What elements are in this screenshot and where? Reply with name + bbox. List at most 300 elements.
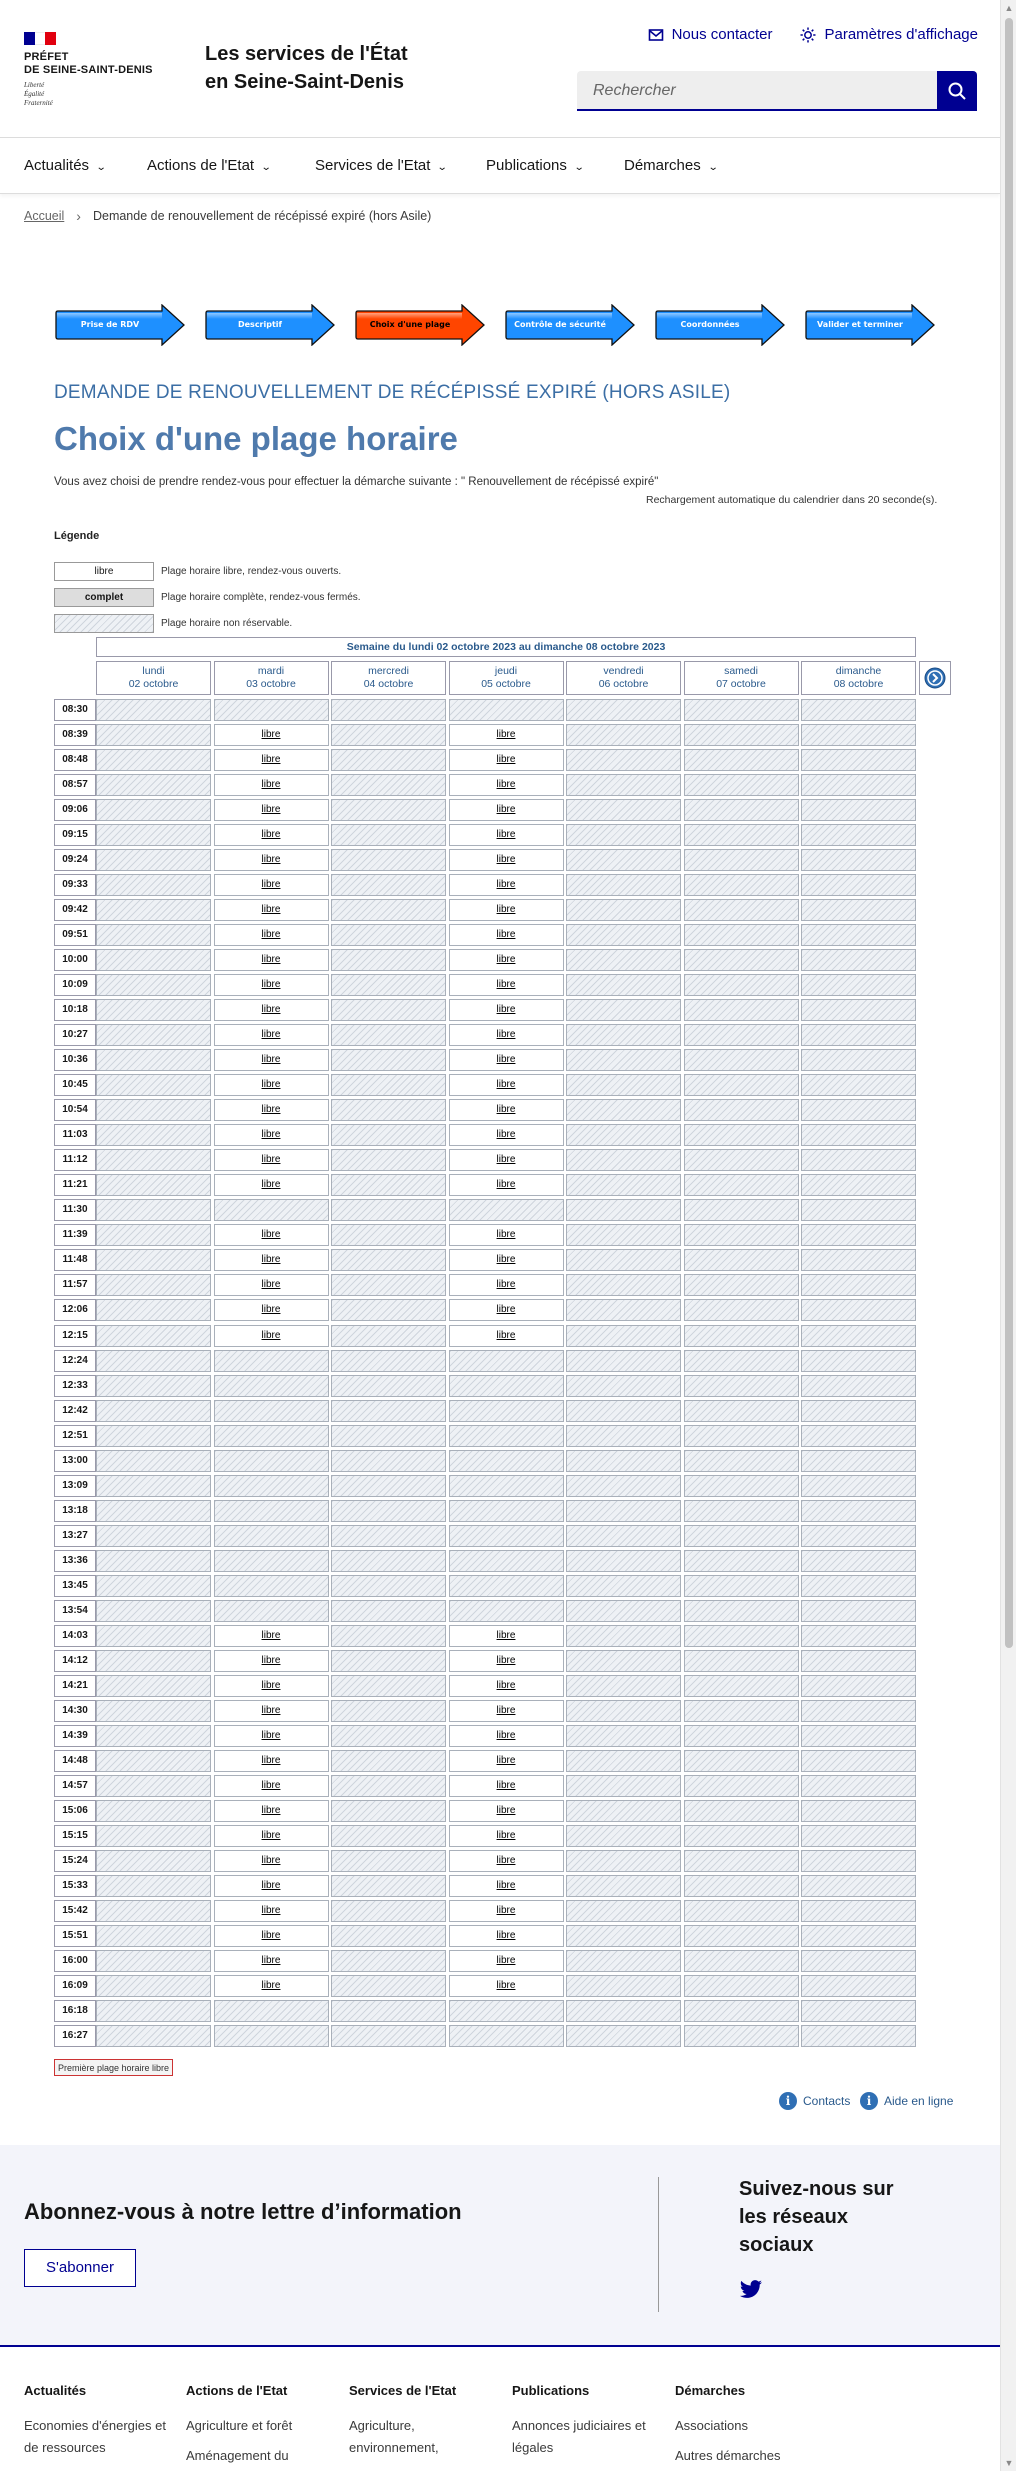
contact-link[interactable]: [648, 26, 773, 43]
slot-cell-free[interactable]: [449, 1775, 564, 1797]
slot-free-link[interactable]: libre: [496, 1079, 516, 1091]
slot-free-link[interactable]: libre: [496, 929, 516, 941]
slot-cell-unavailable: [96, 1975, 211, 1997]
slot-cell-free[interactable]: [449, 824, 564, 846]
slot-cell-unavailable: [214, 1375, 329, 1397]
search-button[interactable]: [937, 71, 977, 111]
slot-cell-unavailable: [331, 799, 446, 821]
slot-cell-free[interactable]: [214, 774, 329, 796]
next-week-button[interactable]: [919, 661, 951, 695]
slot-cell-free[interactable]: [449, 774, 564, 796]
slot-free-link[interactable]: libre: [496, 1304, 516, 1316]
slot-cell-free[interactable]: [214, 1850, 329, 1872]
footer-link[interactable]: Agriculture, environnement,: [349, 2418, 439, 2455]
slot-cell-unavailable: [449, 1450, 564, 1472]
slot-cell-unavailable: [96, 1325, 211, 1347]
slot-cell-unavailable: [331, 2000, 446, 2022]
slot-free-link[interactable]: libre: [261, 1679, 281, 1691]
slot-free-link[interactable]: libre: [261, 754, 281, 766]
slot-free-link[interactable]: libre: [261, 1629, 281, 1641]
slot-time: 08:30: [54, 699, 96, 721]
slot-cell-unavailable: [96, 2025, 211, 2047]
slot-cell-free[interactable]: [214, 1650, 329, 1672]
slot-cell-free[interactable]: [214, 824, 329, 846]
slot-cell-free[interactable]: [449, 1124, 564, 1146]
slot-cell-free[interactable]: [449, 1875, 564, 1897]
slot-free-link[interactable]: libre: [496, 879, 516, 891]
slot-cell-free[interactable]: [214, 1274, 329, 1296]
slot-free-link[interactable]: libre: [496, 1929, 516, 1941]
slot-cell-unavailable: [449, 1550, 564, 1572]
slot-cell-free[interactable]: [449, 1625, 564, 1647]
slot-free-link[interactable]: libre: [261, 804, 281, 816]
slot-cell-unavailable: [684, 1600, 799, 1622]
motto-fraternite: Fraternité: [24, 99, 53, 107]
slot-cell-free[interactable]: [449, 874, 564, 896]
slot-cell-free[interactable]: [214, 1950, 329, 1972]
slot-cell-unavailable: [684, 1550, 799, 1572]
slot-free-link[interactable]: libre: [496, 1829, 516, 1841]
slot-free-link[interactable]: libre: [496, 1329, 516, 1341]
slot-cell-free[interactable]: [449, 1299, 564, 1321]
slot-cell-unavailable: [566, 1024, 681, 1046]
scroll-down-icon[interactable]: ▼: [1004, 2458, 1014, 2468]
slot-cell-free[interactable]: [214, 1750, 329, 1772]
slot-cell-unavailable: [96, 1174, 211, 1196]
slot-free-link[interactable]: libre: [261, 1304, 281, 1316]
slot-free-link[interactable]: libre: [496, 904, 516, 916]
day-name: samedi: [724, 665, 758, 677]
main-nav: [0, 138, 1000, 194]
slot-cell-unavailable: [214, 699, 329, 721]
slot-time: 11:48: [54, 1249, 96, 1271]
slot-free-link[interactable]: libre: [261, 979, 281, 991]
slot-cell-free[interactable]: [214, 1224, 329, 1246]
slot-free-link[interactable]: libre: [496, 1004, 516, 1016]
slot-free-link[interactable]: libre: [496, 1980, 516, 1992]
slot-cell-free[interactable]: [214, 799, 329, 821]
footer-link[interactable]: Associations: [675, 2418, 748, 2433]
vertical-scrollbar[interactable]: [1000, 0, 1016, 2471]
slot-cell-unavailable: [96, 1650, 211, 1672]
slot-free-link[interactable]: libre: [261, 1654, 281, 1666]
step-label: Descriptif: [237, 320, 283, 329]
slot-free-link[interactable]: libre: [261, 1854, 281, 1866]
slot-cell-free[interactable]: [214, 974, 329, 996]
slot-cell-free[interactable]: [449, 799, 564, 821]
slot-free-link[interactable]: libre: [496, 1229, 516, 1241]
online-help-link[interactable]: [860, 2092, 953, 2110]
slot-time: 11:39: [54, 1224, 96, 1246]
slot-free-link[interactable]: libre: [261, 929, 281, 941]
slot-time: 16:00: [54, 1950, 96, 1972]
slot-cell-free[interactable]: [449, 974, 564, 996]
slot-cell-free[interactable]: [449, 1925, 564, 1947]
slot-cell-unavailable: [96, 1099, 211, 1121]
slot-free-link[interactable]: libre: [261, 1029, 281, 1041]
slot-cell-unavailable: [566, 799, 681, 821]
slot-cell-unavailable: [331, 1900, 446, 1922]
slot-free-link[interactable]: libre: [261, 1779, 281, 1791]
slot-cell-unavailable: [801, 1274, 916, 1296]
slot-cell-unavailable: [801, 1875, 916, 1897]
slot-time: 12:33: [54, 1375, 96, 1397]
slot-time: 11:57: [54, 1274, 96, 1296]
slot-free-link[interactable]: libre: [496, 779, 516, 791]
slot-cell-free[interactable]: [214, 1700, 329, 1722]
slot-cell-free[interactable]: [214, 899, 329, 921]
slot-free-link[interactable]: libre: [261, 1955, 281, 1966]
slot-time: 15:15: [54, 1825, 96, 1847]
slot-cell-free[interactable]: [214, 1249, 329, 1271]
slot-free-link[interactable]: libre: [261, 1704, 281, 1716]
slot-free-link[interactable]: libre: [496, 1129, 516, 1141]
slot-free-link[interactable]: libre: [261, 904, 281, 916]
twitter-icon[interactable]: [739, 2280, 763, 2300]
display-settings-link[interactable]: [800, 26, 978, 43]
slot-free-link[interactable]: libre: [261, 1229, 281, 1241]
slot-free-link[interactable]: libre: [496, 729, 516, 741]
slot-cell-free[interactable]: [214, 1725, 329, 1747]
prefecture-logo[interactable]: [24, 32, 194, 108]
slot-cell-unavailable: [684, 1299, 799, 1321]
slot-cell-free[interactable]: [214, 1325, 329, 1347]
nav-item-services[interactable]: [315, 138, 447, 194]
footer-column-actualites: [24, 2383, 174, 2467]
slot-free-link[interactable]: libre: [261, 1904, 281, 1916]
slot-free-link[interactable]: libre: [261, 954, 281, 966]
slot-free-link[interactable]: libre: [496, 979, 516, 991]
slot-cell-free[interactable]: [449, 1149, 564, 1171]
slot-cell-free[interactable]: [449, 1099, 564, 1121]
slot-cell-free[interactable]: [449, 1325, 564, 1347]
slot-cell-unavailable: [449, 2000, 564, 2022]
footer-heading[interactable]: Services de l'Etat: [349, 2383, 457, 2398]
slot-cell-free[interactable]: [214, 1800, 329, 1822]
slot-free-link[interactable]: libre: [496, 1254, 516, 1266]
slot-cell-unavailable: [96, 1299, 211, 1321]
slot-cell-unavailable: [566, 1450, 681, 1472]
slot-time: 10:54: [54, 1099, 96, 1121]
slot-cell-unavailable: [566, 1299, 681, 1321]
footer-link[interactable]: Agriculture et forêt: [186, 2418, 293, 2433]
slot-cell-free[interactable]: [214, 1024, 329, 1046]
slot-free-link[interactable]: libre: [496, 754, 516, 766]
slot-free-link[interactable]: libre: [261, 1329, 281, 1341]
slot-cell-unavailable: [801, 1575, 916, 1597]
slot-cell-unavailable: [801, 1400, 916, 1422]
slot-cell-unavailable: [96, 1750, 211, 1772]
slot-free-link[interactable]: libre: [261, 1279, 281, 1291]
slot-cell-free[interactable]: [214, 724, 329, 746]
slot-free-link[interactable]: libre: [496, 1279, 516, 1291]
slot-cell-free[interactable]: [449, 1174, 564, 1196]
slot-cell-free[interactable]: [214, 1174, 329, 1196]
contacts-link[interactable]: [779, 2092, 850, 2110]
slot-cell-unavailable: [214, 2000, 329, 2022]
scrollbar-thumb[interactable]: [1005, 18, 1013, 1648]
slot-cell-unavailable: [684, 749, 799, 771]
slot-cell-free[interactable]: [214, 924, 329, 946]
slot-free-link[interactable]: libre: [496, 1179, 516, 1191]
footer-link[interactable]: Aménagement du: [186, 2448, 289, 2463]
slot-cell-free[interactable]: [449, 1049, 564, 1071]
search-input[interactable]: Rechercher: [577, 71, 937, 111]
slot-cell-unavailable: [684, 1900, 799, 1922]
slot-free-link[interactable]: libre: [496, 1679, 516, 1691]
slot-cell-free[interactable]: [214, 1975, 329, 1997]
slot-free-link[interactable]: libre: [496, 1704, 516, 1716]
slot-cell-free[interactable]: [449, 949, 564, 971]
slot-time: 09:24: [54, 849, 96, 871]
newsletter-section: [0, 2145, 1000, 2345]
slot-free-link[interactable]: libre: [496, 854, 516, 866]
slot-free-link[interactable]: libre: [261, 1054, 281, 1066]
slot-cell-unavailable: [96, 1049, 211, 1071]
slot-free-link[interactable]: libre: [261, 1079, 281, 1091]
slot-cell-free[interactable]: [449, 1675, 564, 1697]
slot-cell-free[interactable]: [214, 999, 329, 1021]
slot-cell-free[interactable]: [214, 874, 329, 896]
slot-cell-unavailable: [684, 974, 799, 996]
slot-time: 14:12: [54, 1650, 96, 1672]
slot-time: 11:30: [54, 1199, 96, 1221]
slot-time: 14:03: [54, 1625, 96, 1647]
footer-link[interactable]: Annonces judiciaires et légales: [512, 2418, 646, 2455]
slot-cell-free[interactable]: [214, 1925, 329, 1947]
slot-free-link[interactable]: libre: [261, 1729, 281, 1741]
legend-full-text: Plage horaire complète, rendez-vous fermés.: [161, 592, 361, 603]
slot-cell-free[interactable]: [214, 1049, 329, 1071]
slot-free-link[interactable]: libre: [496, 954, 516, 966]
slot-cell-unavailable: [214, 1600, 329, 1622]
slot-cell-unavailable: [96, 799, 211, 821]
contact-label: Nous contacter: [671, 26, 773, 43]
slot-cell-unavailable: [684, 949, 799, 971]
slot-cell-unavailable: [331, 1224, 446, 1246]
slot-cell-unavailable: [96, 1900, 211, 1922]
slot-free-link[interactable]: libre: [496, 804, 516, 816]
slot-free-link[interactable]: libre: [261, 1754, 281, 1766]
slot-free-link[interactable]: libre: [261, 854, 281, 866]
slot-cell-free[interactable]: [214, 1825, 329, 1847]
slot-free-link[interactable]: libre: [261, 1829, 281, 1841]
slot-free-link[interactable]: libre: [496, 1154, 516, 1166]
slot-free-link[interactable]: libre: [496, 1629, 516, 1641]
slot-cell-unavailable: [566, 824, 681, 846]
footer-heading[interactable]: Actions de l'Etat: [186, 2383, 288, 2398]
site-title[interactable]: Les services de l'État en Seine-Saint-Denis: [205, 43, 408, 93]
slot-cell-free[interactable]: [449, 1750, 564, 1772]
slot-cell-unavailable: [566, 1625, 681, 1647]
slot-free-link[interactable]: libre: [261, 729, 281, 741]
slot-cell-unavailable: [331, 1775, 446, 1797]
slot-free-link[interactable]: libre: [261, 1879, 281, 1891]
slot-cell-unavailable: [96, 949, 211, 971]
slot-cell-unavailable: [801, 1049, 916, 1071]
slot-cell-unavailable: [684, 1925, 799, 1947]
slot-cell-unavailable: [331, 1600, 446, 1622]
slot-free-link[interactable]: libre: [496, 1779, 516, 1791]
slot-cell-unavailable: [801, 724, 916, 746]
slot-cell-free[interactable]: [449, 899, 564, 921]
slot-cell-unavailable: [684, 1375, 799, 1397]
slot-free-link[interactable]: libre: [496, 1879, 516, 1891]
nav-item-demarches[interactable]: [624, 138, 717, 194]
slot-cell-free[interactable]: [449, 1650, 564, 1672]
slot-free-link[interactable]: libre: [496, 1904, 516, 1916]
slot-time: 11:12: [54, 1149, 96, 1171]
slot-cell-unavailable: [566, 2025, 681, 2047]
slot-free-link[interactable]: libre: [261, 1129, 281, 1141]
slot-cell-free[interactable]: [449, 1024, 564, 1046]
slot-cell-free[interactable]: [449, 1800, 564, 1822]
slot-cell-free[interactable]: [214, 1099, 329, 1121]
slot-cell-unavailable: [331, 1500, 446, 1522]
nav-item-actions[interactable]: [147, 138, 270, 194]
slot-cell-free[interactable]: [214, 1074, 329, 1096]
slot-cell-unavailable: [801, 2025, 916, 2047]
slot-cell-unavailable: [331, 1299, 446, 1321]
scroll-up-icon[interactable]: ▲: [1004, 3, 1014, 13]
slot-cell-free[interactable]: [449, 1274, 564, 1296]
slot-cell-free[interactable]: [449, 1900, 564, 1922]
nav-item-actualites[interactable]: [24, 138, 105, 194]
slot-cell-unavailable: [214, 1525, 329, 1547]
slot-free-link[interactable]: libre: [496, 1955, 516, 1966]
slot-time: 13:27: [54, 1525, 96, 1547]
slot-cell-unavailable: [331, 1575, 446, 1597]
slot-cell-unavailable: [684, 799, 799, 821]
slot-free-link[interactable]: libre: [496, 1804, 516, 1816]
footer-heading[interactable]: Actualités: [24, 2383, 87, 2398]
slot-cell-unavailable: [801, 1224, 916, 1246]
slot-time: 10:18: [54, 999, 96, 1021]
first-free-slot-button[interactable]: Première plage horaire libre: [54, 2059, 173, 2076]
footer-link[interactable]: Autres démarches: [675, 2448, 781, 2463]
footer-link[interactable]: Economies d'énergies et de ressources: [24, 2418, 166, 2455]
slot-free-link[interactable]: libre: [496, 1654, 516, 1666]
republic-flag-icon: [24, 32, 56, 45]
slot-free-link[interactable]: libre: [261, 1980, 281, 1992]
slot-cell-free[interactable]: [214, 749, 329, 771]
slot-cell-free[interactable]: [214, 1900, 329, 1922]
slot-cell-free[interactable]: [214, 1124, 329, 1146]
slot-cell-unavailable: [96, 849, 211, 871]
slot-cell-free[interactable]: [449, 1825, 564, 1847]
slot-time: 16:09: [54, 1975, 96, 1997]
slot-cell-free[interactable]: [449, 849, 564, 871]
slot-cell-free[interactable]: [449, 724, 564, 746]
nav-item-publications[interactable]: [486, 138, 583, 194]
slot-time: 14:48: [54, 1750, 96, 1772]
slot-cell-free[interactable]: [214, 1149, 329, 1171]
slot-cell-free[interactable]: [449, 1249, 564, 1271]
slot-cell-free[interactable]: [214, 949, 329, 971]
slot-free-link[interactable]: libre: [261, 1154, 281, 1166]
slot-cell-unavailable: [801, 1350, 916, 1372]
slot-cell-free[interactable]: [449, 1725, 564, 1747]
slot-cell-unavailable: [566, 1274, 681, 1296]
slot-cell-free[interactable]: [449, 1850, 564, 1872]
slot-cell-unavailable: [449, 699, 564, 721]
slot-free-link[interactable]: libre: [261, 1804, 281, 1816]
slot-free-link[interactable]: libre: [496, 1854, 516, 1866]
motto-egalite: Égalité: [24, 90, 45, 98]
slot-cell-free[interactable]: [214, 1299, 329, 1321]
slot-cell-free[interactable]: [449, 1950, 564, 1972]
slot-cell-unavailable: [96, 1625, 211, 1647]
breadcrumb-home[interactable]: Accueil: [24, 209, 65, 223]
slot-cell-free[interactable]: [214, 1625, 329, 1647]
slot-cell-unavailable: [566, 874, 681, 896]
slot-free-link[interactable]: libre: [261, 1104, 281, 1116]
slot-cell-unavailable: [801, 1325, 916, 1347]
subscribe-button[interactable]: S'abonner: [24, 2249, 136, 2287]
slot-free-link[interactable]: libre: [496, 829, 516, 841]
slot-cell-free[interactable]: [449, 1975, 564, 1997]
slot-free-link[interactable]: libre: [496, 1104, 516, 1116]
slot-cell-free[interactable]: [449, 749, 564, 771]
slot-cell-unavailable: [566, 1475, 681, 1497]
slot-free-link[interactable]: libre: [261, 1004, 281, 1016]
slot-cell-free[interactable]: [214, 1675, 329, 1697]
slot-free-link[interactable]: libre: [261, 779, 281, 791]
slot-cell-unavailable: [566, 999, 681, 1021]
slot-time: 09:33: [54, 874, 96, 896]
slot-cell-unavailable: [801, 1750, 916, 1772]
slot-cell-free[interactable]: [449, 1074, 564, 1096]
slot-cell-free[interactable]: [214, 1875, 329, 1897]
slot-free-link[interactable]: libre: [496, 1054, 516, 1066]
slot-free-link[interactable]: libre: [261, 829, 281, 841]
legend-free-box: libre: [54, 562, 154, 581]
slot-free-link[interactable]: libre: [496, 1729, 516, 1741]
slot-cell-free[interactable]: [214, 1775, 329, 1797]
slot-cell-unavailable: [331, 1975, 446, 1997]
slot-cell-free[interactable]: [449, 924, 564, 946]
slot-cell-unavailable: [331, 1375, 446, 1397]
slot-free-link[interactable]: libre: [261, 1254, 281, 1266]
footer-heading[interactable]: Démarches: [675, 2383, 746, 2398]
footer-heading[interactable]: Publications: [512, 2383, 590, 2398]
step-label: Coordonnées personnelles: [680, 320, 740, 371]
slot-cell-free[interactable]: [449, 1700, 564, 1722]
slot-cell-unavailable: [331, 1024, 446, 1046]
footer-column-services: [349, 2383, 499, 2467]
slot-cell-unavailable: [96, 1024, 211, 1046]
slot-cell-free[interactable]: [449, 999, 564, 1021]
slot-free-link[interactable]: libre: [261, 1929, 281, 1941]
slot-cell-unavailable: [331, 1550, 446, 1572]
slot-cell-free[interactable]: [214, 849, 329, 871]
slot-cell-unavailable: [449, 1375, 564, 1397]
slot-free-link[interactable]: libre: [261, 1179, 281, 1191]
slot-cell-free[interactable]: [449, 1224, 564, 1246]
slot-cell-unavailable: [449, 1575, 564, 1597]
slot-free-link[interactable]: libre: [496, 1029, 516, 1041]
nav-label: Démarches: [624, 157, 701, 174]
slot-cell-unavailable: [566, 774, 681, 796]
chevron-down-icon: ⌄: [437, 162, 449, 173]
day-date: 07 octobre: [716, 678, 766, 690]
slot-cell-unavailable: [96, 1800, 211, 1822]
slot-free-link[interactable]: libre: [496, 1754, 516, 1766]
day-date: 05 octobre: [481, 678, 531, 690]
sun-icon: [800, 27, 816, 43]
slot-free-link[interactable]: libre: [261, 879, 281, 891]
slot-cell-unavailable: [801, 1600, 916, 1622]
